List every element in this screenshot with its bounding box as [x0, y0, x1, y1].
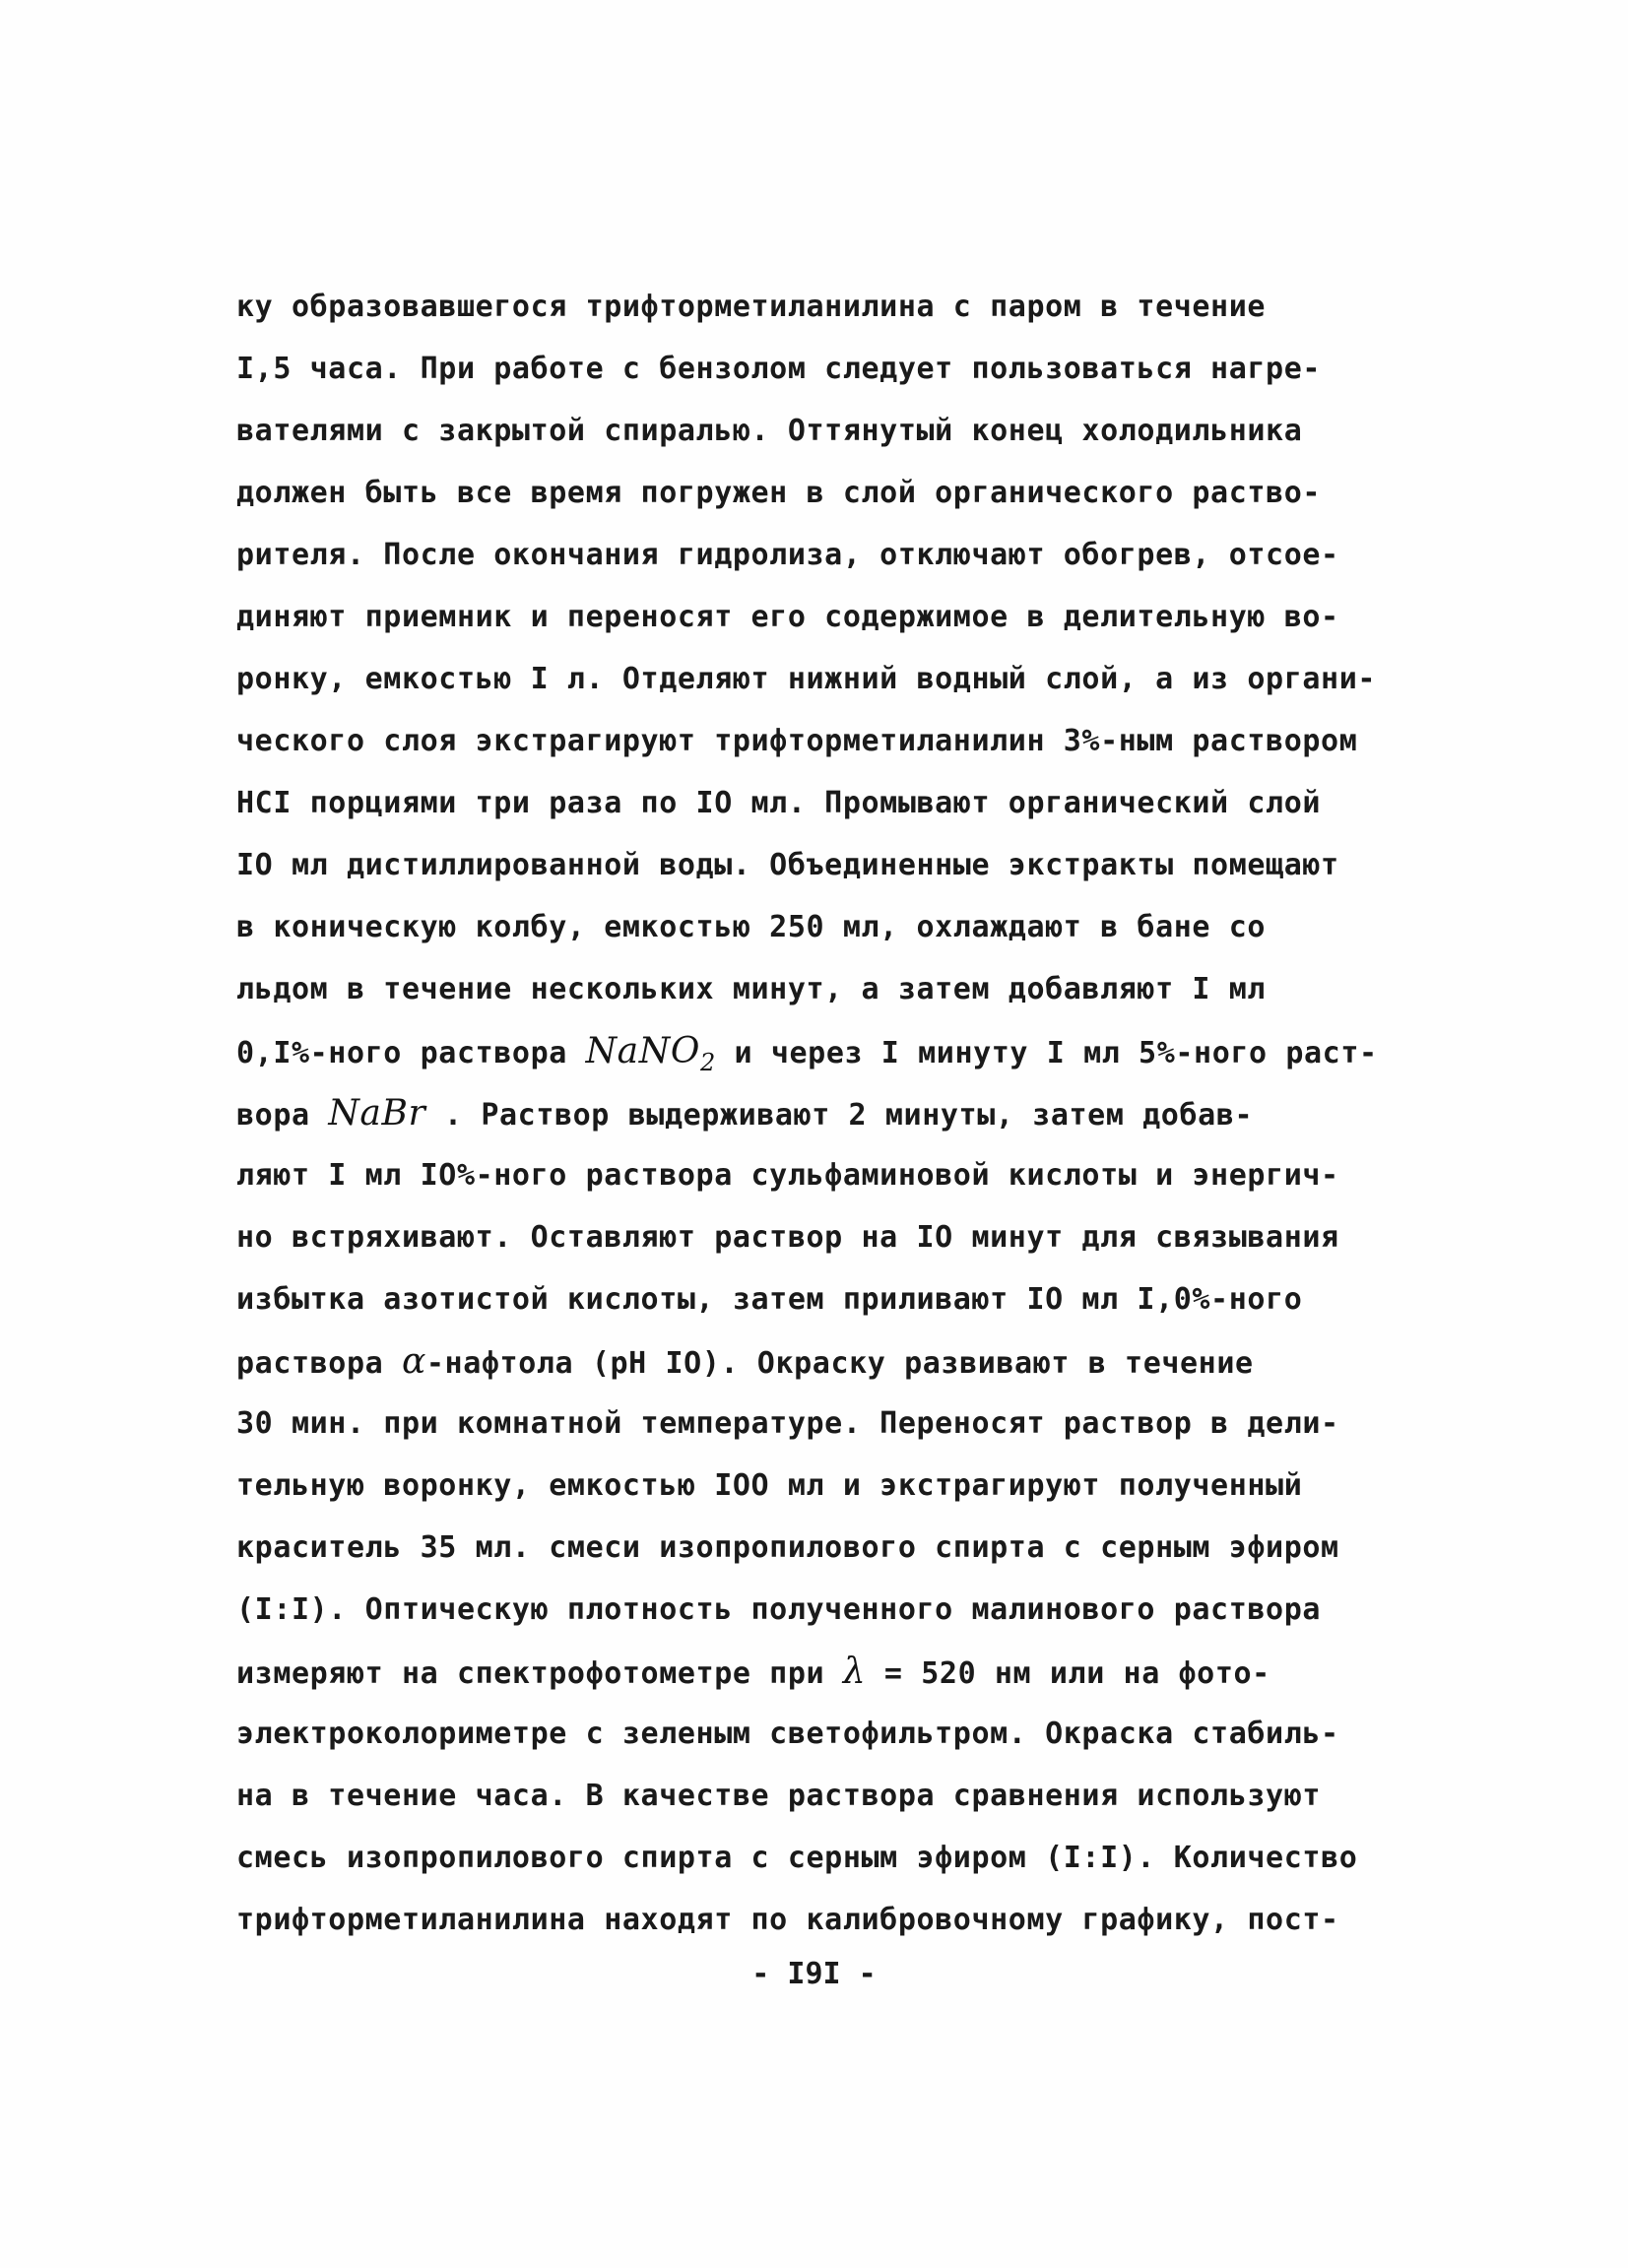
text-segment: и через I минуту I мл 5%-ного раст-: [715, 1036, 1378, 1070]
body-text: [236, 276, 1418, 1951]
text-line: [236, 1082, 1418, 1144]
text-segment: диняют приемник и переносят его содержимое в делительную во-: [236, 600, 1339, 634]
text-segment: раствора: [236, 1346, 402, 1381]
text-line: [236, 1765, 1418, 1827]
text-line: [236, 338, 1418, 400]
text-segment: должен быть все время погружен в слой органического раство-: [236, 476, 1322, 510]
handwritten-insert: λ: [842, 1652, 867, 1692]
text-segment: на в течение часа. В качестве раствора сравнения используют: [236, 1779, 1322, 1813]
text-segment: ку образовавшегося трифторметиланилина с паром в течение: [236, 290, 1267, 324]
text-line: [236, 1144, 1418, 1206]
text-segment: HCI порциями три раза по IO мл. Промывают органический слой: [236, 786, 1322, 820]
handwritten-insert: NaNO: [585, 1031, 700, 1071]
handwritten-insert: α: [401, 1341, 426, 1382]
text-line: [236, 400, 1418, 462]
text-segment: трифторметиланилина находят по калибровочному графику, пост-: [236, 1903, 1339, 1937]
text-line: [236, 1517, 1418, 1579]
text-line: [236, 648, 1418, 710]
text-segment: но встряхивают. Оставляют раствор на IO минут для связывания: [236, 1220, 1339, 1255]
text-segment: ронку, емкостью I л. Отделяют нижний водный слой, а из органи-: [236, 662, 1377, 696]
text-line: [236, 834, 1418, 896]
handwritten-insert: 2: [699, 1049, 716, 1076]
text-segment: вора: [236, 1098, 329, 1133]
text-line: [236, 276, 1418, 338]
text-line: [236, 1641, 1418, 1703]
text-line: [236, 1330, 1418, 1393]
text-line: [236, 710, 1418, 772]
text-line: [236, 1889, 1418, 1951]
text-line: [236, 524, 1418, 586]
text-line: [236, 772, 1418, 834]
text-segment: в коническую колбу, емкостью 250 мл, охлаждают в бане со: [236, 910, 1267, 944]
text-segment: ляют I мл IO%-ного раствора сульфаминовой кислоты и энергич-: [236, 1158, 1339, 1193]
text-line: [236, 462, 1418, 524]
text-line: [236, 1206, 1418, 1268]
text-segment: рителя. После окончания гидролиза, отключают обогрев, отсое-: [236, 538, 1339, 572]
text-segment: ческого слоя экстрагируют трифторметиланилин 3%-ным раствором: [236, 724, 1358, 758]
text-segment: вателями с закрытой спиралью. Оттянутый конец холодильника: [236, 414, 1303, 448]
text-line: [236, 896, 1418, 958]
text-segment: (I:I). Оптическую плотность полученного малинового раствора: [236, 1592, 1322, 1627]
text-line: [236, 1393, 1418, 1455]
text-segment: тельную воронку, емкостью IOO мл и экстрагируют полученный: [236, 1468, 1303, 1503]
text-line: [236, 1020, 1418, 1082]
text-segment: краситель 35 мл. смеси изопропилового спирта с серным эфиром: [236, 1530, 1339, 1565]
text-segment: льдом в течение нескольких минут, а затем добавляют I мл: [236, 972, 1267, 1006]
text-segment: избытка азотистой кислоты, затем приливают IO мл I,0%-ного: [236, 1282, 1303, 1317]
text-segment: электроколориметре с зеленым светофильтром. Окраска стабиль-: [236, 1717, 1339, 1751]
text-line: [236, 1703, 1418, 1765]
page-number: - I9I -: [751, 1957, 877, 1991]
text-segment: смесь изопропилового спирта с серным эфиром (I:I). Количество: [236, 1841, 1358, 1875]
text-line: [236, 1579, 1418, 1641]
text-line: [236, 958, 1418, 1020]
handwritten-insert: NaBr: [328, 1093, 426, 1134]
text-line: [236, 1455, 1418, 1517]
text-segment: -нафтола (pH IO). Окраску развивают в течение: [425, 1346, 1254, 1381]
text-segment: измеряют на спектрофотометре при: [236, 1656, 843, 1691]
text-segment: 30 мин. при комнатной температуре. Переносят раствор в дели-: [236, 1406, 1339, 1441]
text-line: [236, 1827, 1418, 1889]
text-segment: IO мл дистиллированной воды. Объединенные экстракты помещают: [236, 848, 1339, 882]
text-line: [236, 586, 1418, 648]
text-segment: . Раствор выдерживают 2 минуты, затем добав-: [425, 1098, 1254, 1133]
text-segment: 0,I%-ного раствора: [236, 1036, 586, 1070]
text-segment: I,5 часа. При работе с бензолом следует пользоваться нагре-: [236, 352, 1322, 386]
text-line: [236, 1268, 1418, 1330]
text-segment: = 520 нм или на фото-: [866, 1656, 1270, 1691]
